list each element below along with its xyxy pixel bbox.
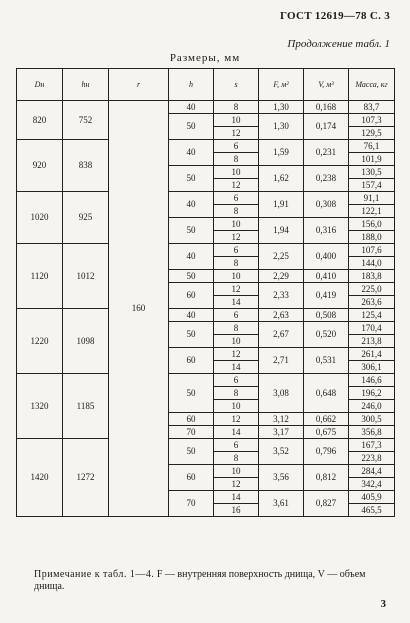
cell-s: 14 [214, 361, 259, 374]
col-header-dn: Dн [17, 69, 63, 101]
cell-h: 50 [169, 439, 214, 465]
cell-mass: 170,4 [349, 322, 395, 335]
cell-mass: 356,8 [349, 426, 395, 439]
cell-mass: 183,8 [349, 270, 395, 283]
cell-s: 8 [214, 205, 259, 218]
cell-v: 0,308 [304, 192, 349, 218]
cell-hn: 1012 [63, 244, 109, 309]
cell-dn: 1320 [17, 374, 63, 439]
cell-h: 50 [169, 322, 214, 348]
cell-mass: 188,0 [349, 231, 395, 244]
cell-v: 0,168 [304, 101, 349, 114]
cell-mass: 300,5 [349, 413, 395, 426]
col-header-h: h [169, 69, 214, 101]
cell-mass: 83,7 [349, 101, 395, 114]
cell-s: 6 [214, 140, 259, 153]
table-row [17, 439, 395, 452]
cell-v: 0,812 [304, 465, 349, 491]
cell-v: 0,238 [304, 166, 349, 192]
cell-v: 0,508 [304, 309, 349, 322]
cell-s: 12 [214, 179, 259, 192]
cell-h: 40 [169, 192, 214, 218]
cell-hn: 752 [63, 101, 109, 140]
table-row [17, 140, 395, 153]
table-row [17, 101, 395, 114]
table-body [17, 101, 395, 517]
table-header-row [17, 69, 395, 101]
cell-mass: 196,2 [349, 387, 395, 400]
cell-f: 1,30 [259, 114, 304, 140]
col-header-f: F, м² [259, 69, 304, 101]
cell-s: 10 [214, 335, 259, 348]
cell-s: 6 [214, 192, 259, 205]
page-number: 3 [380, 598, 386, 610]
cell-mass: 146,6 [349, 374, 395, 387]
cell-f: 3,12 [259, 413, 304, 426]
cell-s: 8 [214, 322, 259, 335]
sizes-caption: Размеры, мм [169, 52, 241, 64]
cell-s: 14 [214, 426, 259, 439]
cell-f: 2,63 [259, 309, 304, 322]
cell-s: 12 [214, 231, 259, 244]
cell-r: 160 [109, 101, 169, 517]
cell-f: 3,56 [259, 465, 304, 491]
cell-f: 2,67 [259, 322, 304, 348]
cell-f: 3,17 [259, 426, 304, 439]
cell-v: 0,400 [304, 244, 349, 270]
cell-mass: 107,3 [349, 114, 395, 127]
cell-mass: 157,4 [349, 179, 395, 192]
cell-s: 10 [214, 465, 259, 478]
cell-dn: 920 [17, 140, 63, 192]
cell-v: 0,174 [304, 114, 349, 140]
cell-h: 40 [169, 101, 214, 114]
cell-v: 0,648 [304, 374, 349, 413]
dimensions-table [16, 68, 395, 517]
cell-hn: 1185 [63, 374, 109, 439]
cell-v: 0,316 [304, 218, 349, 244]
cell-s: 6 [214, 244, 259, 257]
cell-f: 2,29 [259, 270, 304, 283]
cell-dn: 1220 [17, 309, 63, 374]
cell-mass: 263,6 [349, 296, 395, 309]
cell-dn: 1020 [17, 192, 63, 244]
cell-s: 12 [214, 127, 259, 140]
cell-h: 60 [169, 413, 214, 426]
cell-mass: 101,9 [349, 153, 395, 166]
cell-h: 50 [169, 114, 214, 140]
cell-f: 2,33 [259, 283, 304, 309]
cell-mass: 167,3 [349, 439, 395, 452]
cell-mass: 225,0 [349, 283, 395, 296]
cell-mass: 76,1 [349, 140, 395, 153]
cell-mass: 122,1 [349, 205, 395, 218]
cell-mass: 261,4 [349, 348, 395, 361]
cell-mass: 223,8 [349, 452, 395, 465]
cell-v: 0,520 [304, 322, 349, 348]
table-note [34, 569, 374, 593]
cell-hn: 838 [63, 140, 109, 192]
cell-s: 10 [214, 114, 259, 127]
cell-s: 12 [214, 348, 259, 361]
cell-mass: 125,4 [349, 309, 395, 322]
table-row [17, 192, 395, 205]
cell-mass: 144,0 [349, 257, 395, 270]
note-text: F — внутренняя поверхность днища, V — объем днища. [34, 569, 366, 592]
cell-mass: 405,9 [349, 491, 395, 504]
cell-mass: 213,8 [349, 335, 395, 348]
cell-dn: 1420 [17, 439, 63, 517]
cell-h: 60 [169, 348, 214, 374]
note-label: Примечание к табл. 1—4. [34, 569, 155, 580]
cell-f: 3,52 [259, 439, 304, 465]
cell-s: 10 [214, 400, 259, 413]
cell-s: 12 [214, 283, 259, 296]
cell-f: 3,08 [259, 374, 304, 413]
cell-f: 2,71 [259, 348, 304, 374]
cell-s: 14 [214, 491, 259, 504]
cell-mass: 465,5 [349, 504, 395, 517]
cell-mass: 284,4 [349, 465, 395, 478]
cell-f: 1,94 [259, 218, 304, 244]
cell-v: 0,419 [304, 283, 349, 309]
table-row [17, 374, 395, 387]
cell-h: 70 [169, 426, 214, 439]
cell-v: 0,410 [304, 270, 349, 283]
cell-h: 40 [169, 309, 214, 322]
cell-f: 1,91 [259, 192, 304, 218]
col-header-v: V, м³ [304, 69, 349, 101]
cell-f: 1,30 [259, 101, 304, 114]
cell-s: 10 [214, 218, 259, 231]
table-row [17, 244, 395, 257]
continuation-label: Продолжение табл. 1 [287, 38, 390, 50]
cell-f: 1,62 [259, 166, 304, 192]
col-header-r: r [109, 69, 169, 101]
cell-v: 0,796 [304, 439, 349, 465]
cell-h: 60 [169, 465, 214, 491]
cell-s: 8 [214, 387, 259, 400]
cell-s: 12 [214, 413, 259, 426]
table-row [17, 309, 395, 322]
cell-v: 0,531 [304, 348, 349, 374]
cell-f: 1,59 [259, 140, 304, 166]
cell-s: 12 [214, 478, 259, 491]
cell-s: 8 [214, 257, 259, 270]
cell-s: 6 [214, 309, 259, 322]
cell-s: 10 [214, 270, 259, 283]
cell-mass: 306,1 [349, 361, 395, 374]
cell-v: 0,827 [304, 491, 349, 517]
cell-f: 3,61 [259, 491, 304, 517]
cell-s: 14 [214, 296, 259, 309]
cell-h: 50 [169, 166, 214, 192]
cell-mass: 91,1 [349, 192, 395, 205]
cell-h: 50 [169, 218, 214, 244]
cell-s: 6 [214, 374, 259, 387]
col-header-hn: hн [63, 69, 109, 101]
cell-mass: 130,5 [349, 166, 395, 179]
cell-s: 10 [214, 166, 259, 179]
cell-mass: 129,5 [349, 127, 395, 140]
cell-f: 2,25 [259, 244, 304, 270]
cell-h: 40 [169, 140, 214, 166]
cell-mass: 342,4 [349, 478, 395, 491]
cell-mass: 156,0 [349, 218, 395, 231]
cell-s: 8 [214, 452, 259, 465]
cell-hn: 1098 [63, 309, 109, 374]
cell-dn: 820 [17, 101, 63, 140]
cell-h: 60 [169, 283, 214, 309]
col-header-mass: Масса, кг [349, 69, 395, 101]
cell-s: 8 [214, 101, 259, 114]
cell-s: 6 [214, 439, 259, 452]
cell-dn: 1120 [17, 244, 63, 309]
cell-mass: 107,6 [349, 244, 395, 257]
cell-h: 50 [169, 374, 214, 413]
cell-mass: 246,0 [349, 400, 395, 413]
cell-h: 40 [169, 244, 214, 270]
cell-hn: 925 [63, 192, 109, 244]
cell-s: 16 [214, 504, 259, 517]
cell-v: 0,675 [304, 426, 349, 439]
cell-h: 50 [169, 270, 214, 283]
col-header-s: s [214, 69, 259, 101]
cell-h: 70 [169, 491, 214, 517]
cell-v: 0,662 [304, 413, 349, 426]
cell-hn: 1272 [63, 439, 109, 517]
document-header: ГОСТ 12619—78 С. 3 [279, 10, 390, 22]
cell-s: 8 [214, 153, 259, 166]
cell-v: 0,231 [304, 140, 349, 166]
